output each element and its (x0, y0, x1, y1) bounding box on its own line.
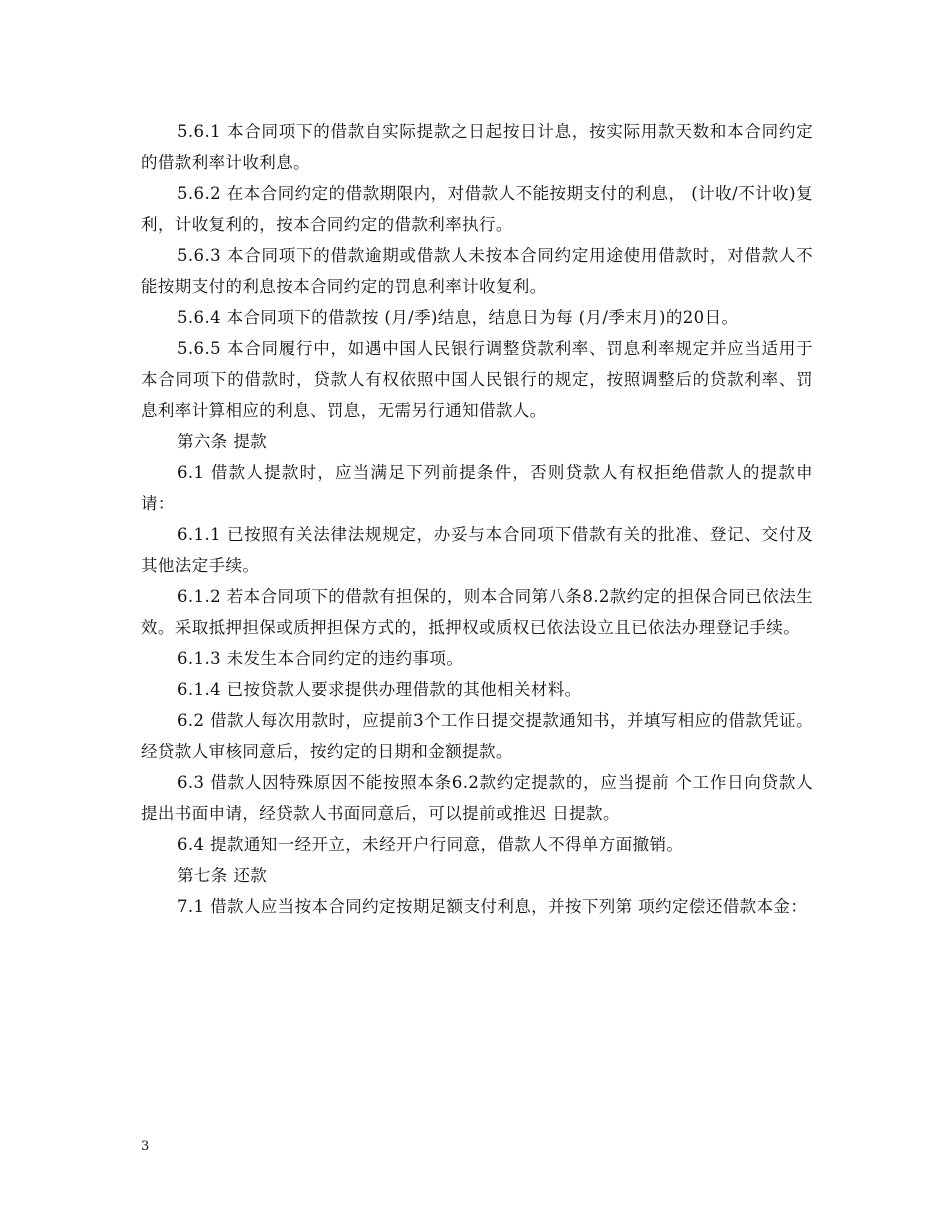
clause-6-1: 6.1 借款人提款时，应当满足下列前提条件，否则贷款人有权拒绝借款人的提款申请： (141, 463, 813, 513)
clause-5-6-4: 5.6.4 本合同项下的借款按 (月/季)结息，结息日为每 (月/季末月)的20日。 (177, 308, 739, 327)
clause-6-1-2: 6.1.2 若本合同项下的借款有担保的，则本合同第八条8.2款约定的担保合同已依法生效。采取抵押担保或质押担保方式的，抵押权或质权已依法设立且已依法办理登记手续。 (141, 587, 813, 637)
page-number: 3 (141, 1139, 150, 1154)
clause-6-1-3: 6.1.3 未发生本合同约定的违约事项。 (177, 649, 464, 668)
clause-6-2: 6.2 借款人每次用款时，应提前3个工作日提交提款通知书，并填写相应的借款凭证。经贷款人审核同意后，按约定的日期和金额提款。 (141, 711, 813, 761)
clause-5-6-2: 5.6.2 在本合同约定的借款期限内，对借款人不能按期支付的利息， (计收/不计收)复利，计收复利的，按本合同约定的借款利率执行。 (141, 184, 813, 234)
clause-5-6-5: 5.6.5 本合同履行中，如遇中国人民银行调整贷款利率、罚息利率规定并应当适用于本合同项下的借款时，贷款人有权依照中国人民银行的规定，按照调整后的贷款利率、罚息利率计算相应的利息、罚息，无需另行通知借款人。 (141, 339, 813, 420)
clause-6-1-1: 6.1.1 已按照有关法律法规规定，办妥与本合同项下借款有关的批准、登记、交付及其他法定手续。 (141, 525, 813, 575)
article-6-heading: 第六条 提款 (177, 432, 268, 451)
clause-6-1-4: 6.1.4 已按贷款人要求提供办理借款的其他相关材料。 (177, 680, 582, 699)
document-body (141, 116, 813, 922)
clause-6-3: 6.3 借款人因特殊原因不能按照本条6.2款约定提款的，应当提前 个工作日向贷款人提出书面申请，经贷款人书面同意后，可以提前或推迟 日提款。 (141, 773, 813, 823)
clause-6-4: 6.4 提款通知一经开立，未经开户行同意，借款人不得单方面撤销。 (177, 835, 684, 854)
clause-7-1: 7.1 借款人应当按本合同约定按期足额支付利息，并按下列第 项约定偿还借款本金： (177, 897, 808, 916)
article-7-heading: 第七条 还款 (177, 866, 268, 885)
clause-5-6-1: 5.6.1 本合同项下的借款自实际提款之日起按日计息，按实际用款天数和本合同约定的借款利率计收利息。 (141, 122, 813, 172)
clause-5-6-3: 5.6.3 本合同项下的借款逾期或借款人未按本合同约定用途使用借款时，对借款人不能按期支付的利息按本合同约定的罚息利率计收复利。 (141, 246, 813, 296)
